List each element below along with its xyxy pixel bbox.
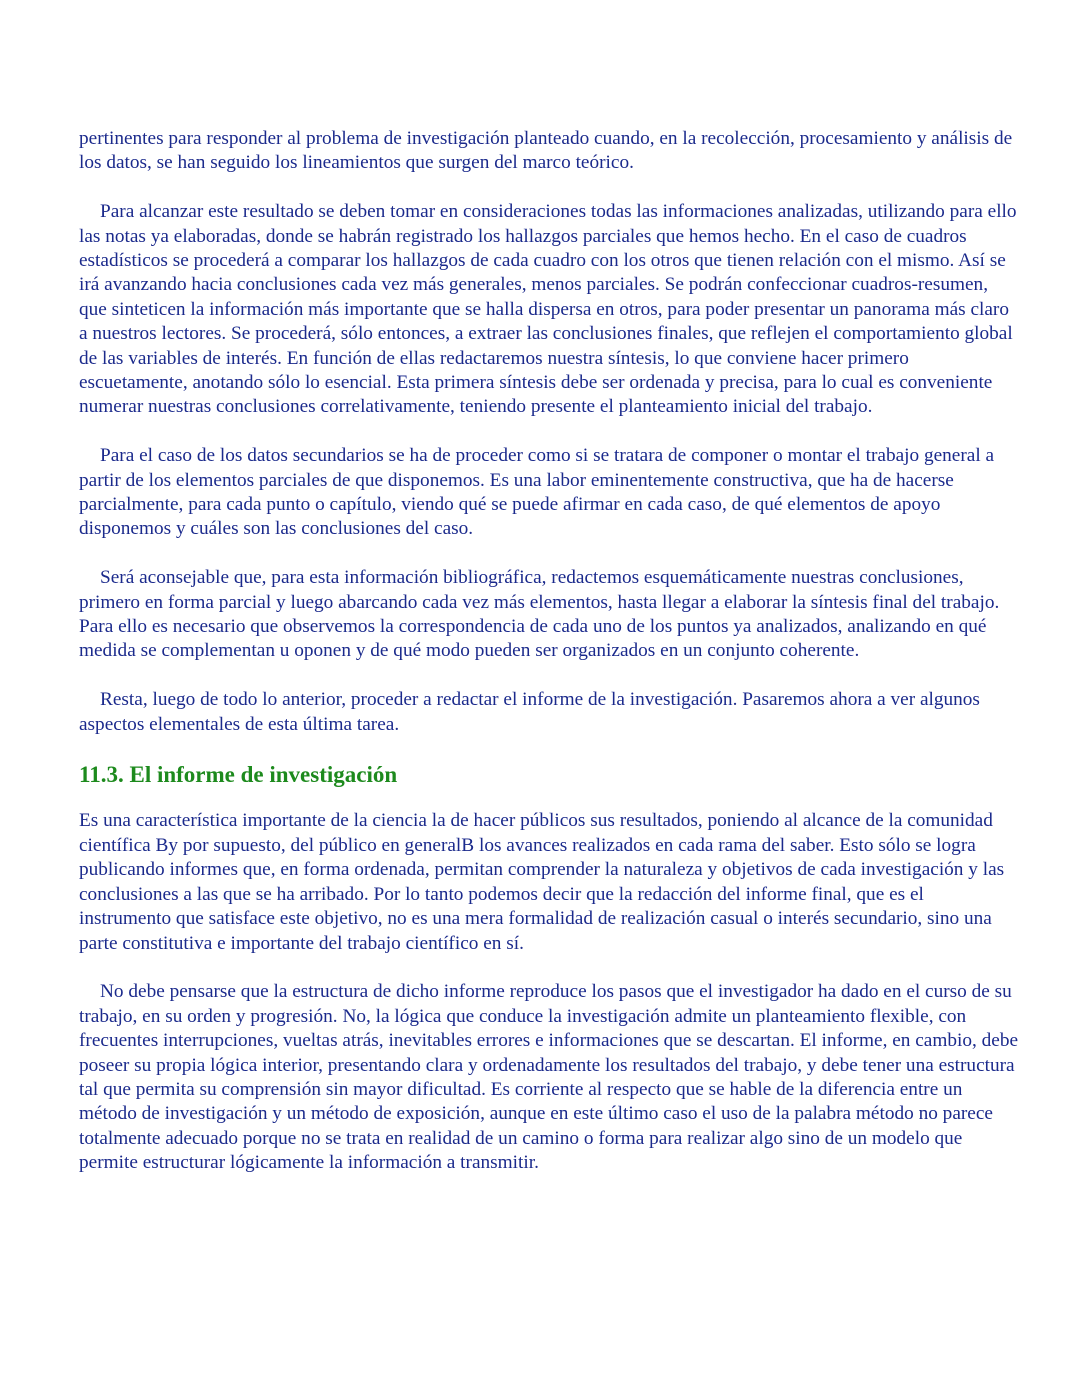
paragraph-secondary-data: Para el caso de los datos secundarios se ha de proceder como si se tratara de componer o montar el trabajo general a partir de los elementos parciales de que disponemos. Es una labor eminentemente constructiva, que ha de hacerse parcialmente, para cada punto o capítulo, viendo qué se puede afirmar en cada caso, de qué elementos de apoyo disponemos y cuáles son las conclusiones del caso. [79,445,995,540]
paragraph-report-purpose: Es una característica importante de la ciencia la de hacer públicos sus resultados, poniendo al alcance de la comunidad científica By por supuesto, del público en generalB los avances realizados en cada rama del saber. Esto sólo se logra publicando informes que, en forma ordenada, permitan comprender la naturaleza y objetivos de cada investigación y las conclusiones a las que se ha arribado. Por lo tanto podemos decir que la redacción del informe final, que es el instrumento que satisface este objetivo, no es una mera formalidad de realización casual o interés secundario, sino una parte constitutiva e importante del trabajo científico en sí. [79,810,1005,954]
paragraph-transition: Resta, luego de todo lo anterior, proceder a redactar el informe de la investigación. Pasaremos ahora a ver algunos aspectos elementales de esta última tarea. [79,689,980,735]
paragraph-bibliographic-info: Será aconsejable que, para esta información bibliográfica, redactemos esquemáticamente nuestras conclusiones, primero en forma parcial y luego abarcando cada vez más elementos, hasta llegar a elaborar la síntesis final del trabajo. Para ello es necesario que observemos la correspondencia de cada uno de los puntos ya analizados, analizando en qué medida se complementan u oponen y de qué modo pueden ser organizados en un conjunto coherente. [79,567,1000,662]
paragraph-report-structure: No debe pensarse que la estructura de dicho informe reproduce los pasos que el investigador ha dado en el curso de su trabajo, en su orden y progresión. No, la lógica que conduce la investigación admite un planteamiento flexible, con frecuentes interrupciones, vueltas atrás, inevitables errores e informaciones que se descartan. El informe, en cambio, debe poseer su propia lógica interior, presentando clara y ordenadamente los resultados del trabajo, y debe tener una estructura tal que permita su comprensión sin mayor dificultad. Es corriente al respecto que se hable de la diferencia entre un método de investigación y un método de exposición, aunque en este último caso el uso de la palabra método no parece totalmente adecuado porque no se trata en realidad de un camino o forma para realizar algo sino de un modelo que permite estructurar lógicamente la información a transmitir. [79,981,1019,1174]
paragraph-results-synthesis: Para alcanzar este resultado se deben tomar en consideraciones todas las informaciones analizadas, utilizando para ello las notas ya elaboradas, donde se habrán registrado los hallazgos parciales que hemos hecho. En el caso de cuadros estadísticos se procederá a comparar los hallazgos de cada cuadro con los otros que tienen relación con el mismo. Así se irá avanzando hacia conclusiones cada vez más generales, menos parciales. Se podrán confeccionar cuadros-resumen, que sinteticen la información más importante que se halla dispersa en otros, para poder presentar un panorama más claro a nuestros lectores. Se procederá, sólo entonces, a extraer las conclusiones finales, que reflejen el comportamiento global de las variables de interés. En función de ellas redactaremos nuestra síntesis, lo que conviene hacer primero escuetamente, anotando sólo lo esencial. Esta primera síntesis debe ser ordenada y precisa, para lo cual es conveniente numerar nuestras conclusiones correlativamente, teniendo presente el planteamiento inicial del trabajo. [79,201,1017,418]
paragraph-continuation: pertinentes para responder al problema de investigación planteado cuando, en la recolección, procesamiento y análisis de los datos, se han seguido los lineamientos que surgen del marco teórico. [79,128,1013,174]
section-heading: 11.3. El informe de investigación [79,762,398,788]
document-page [79,127,1019,1200]
